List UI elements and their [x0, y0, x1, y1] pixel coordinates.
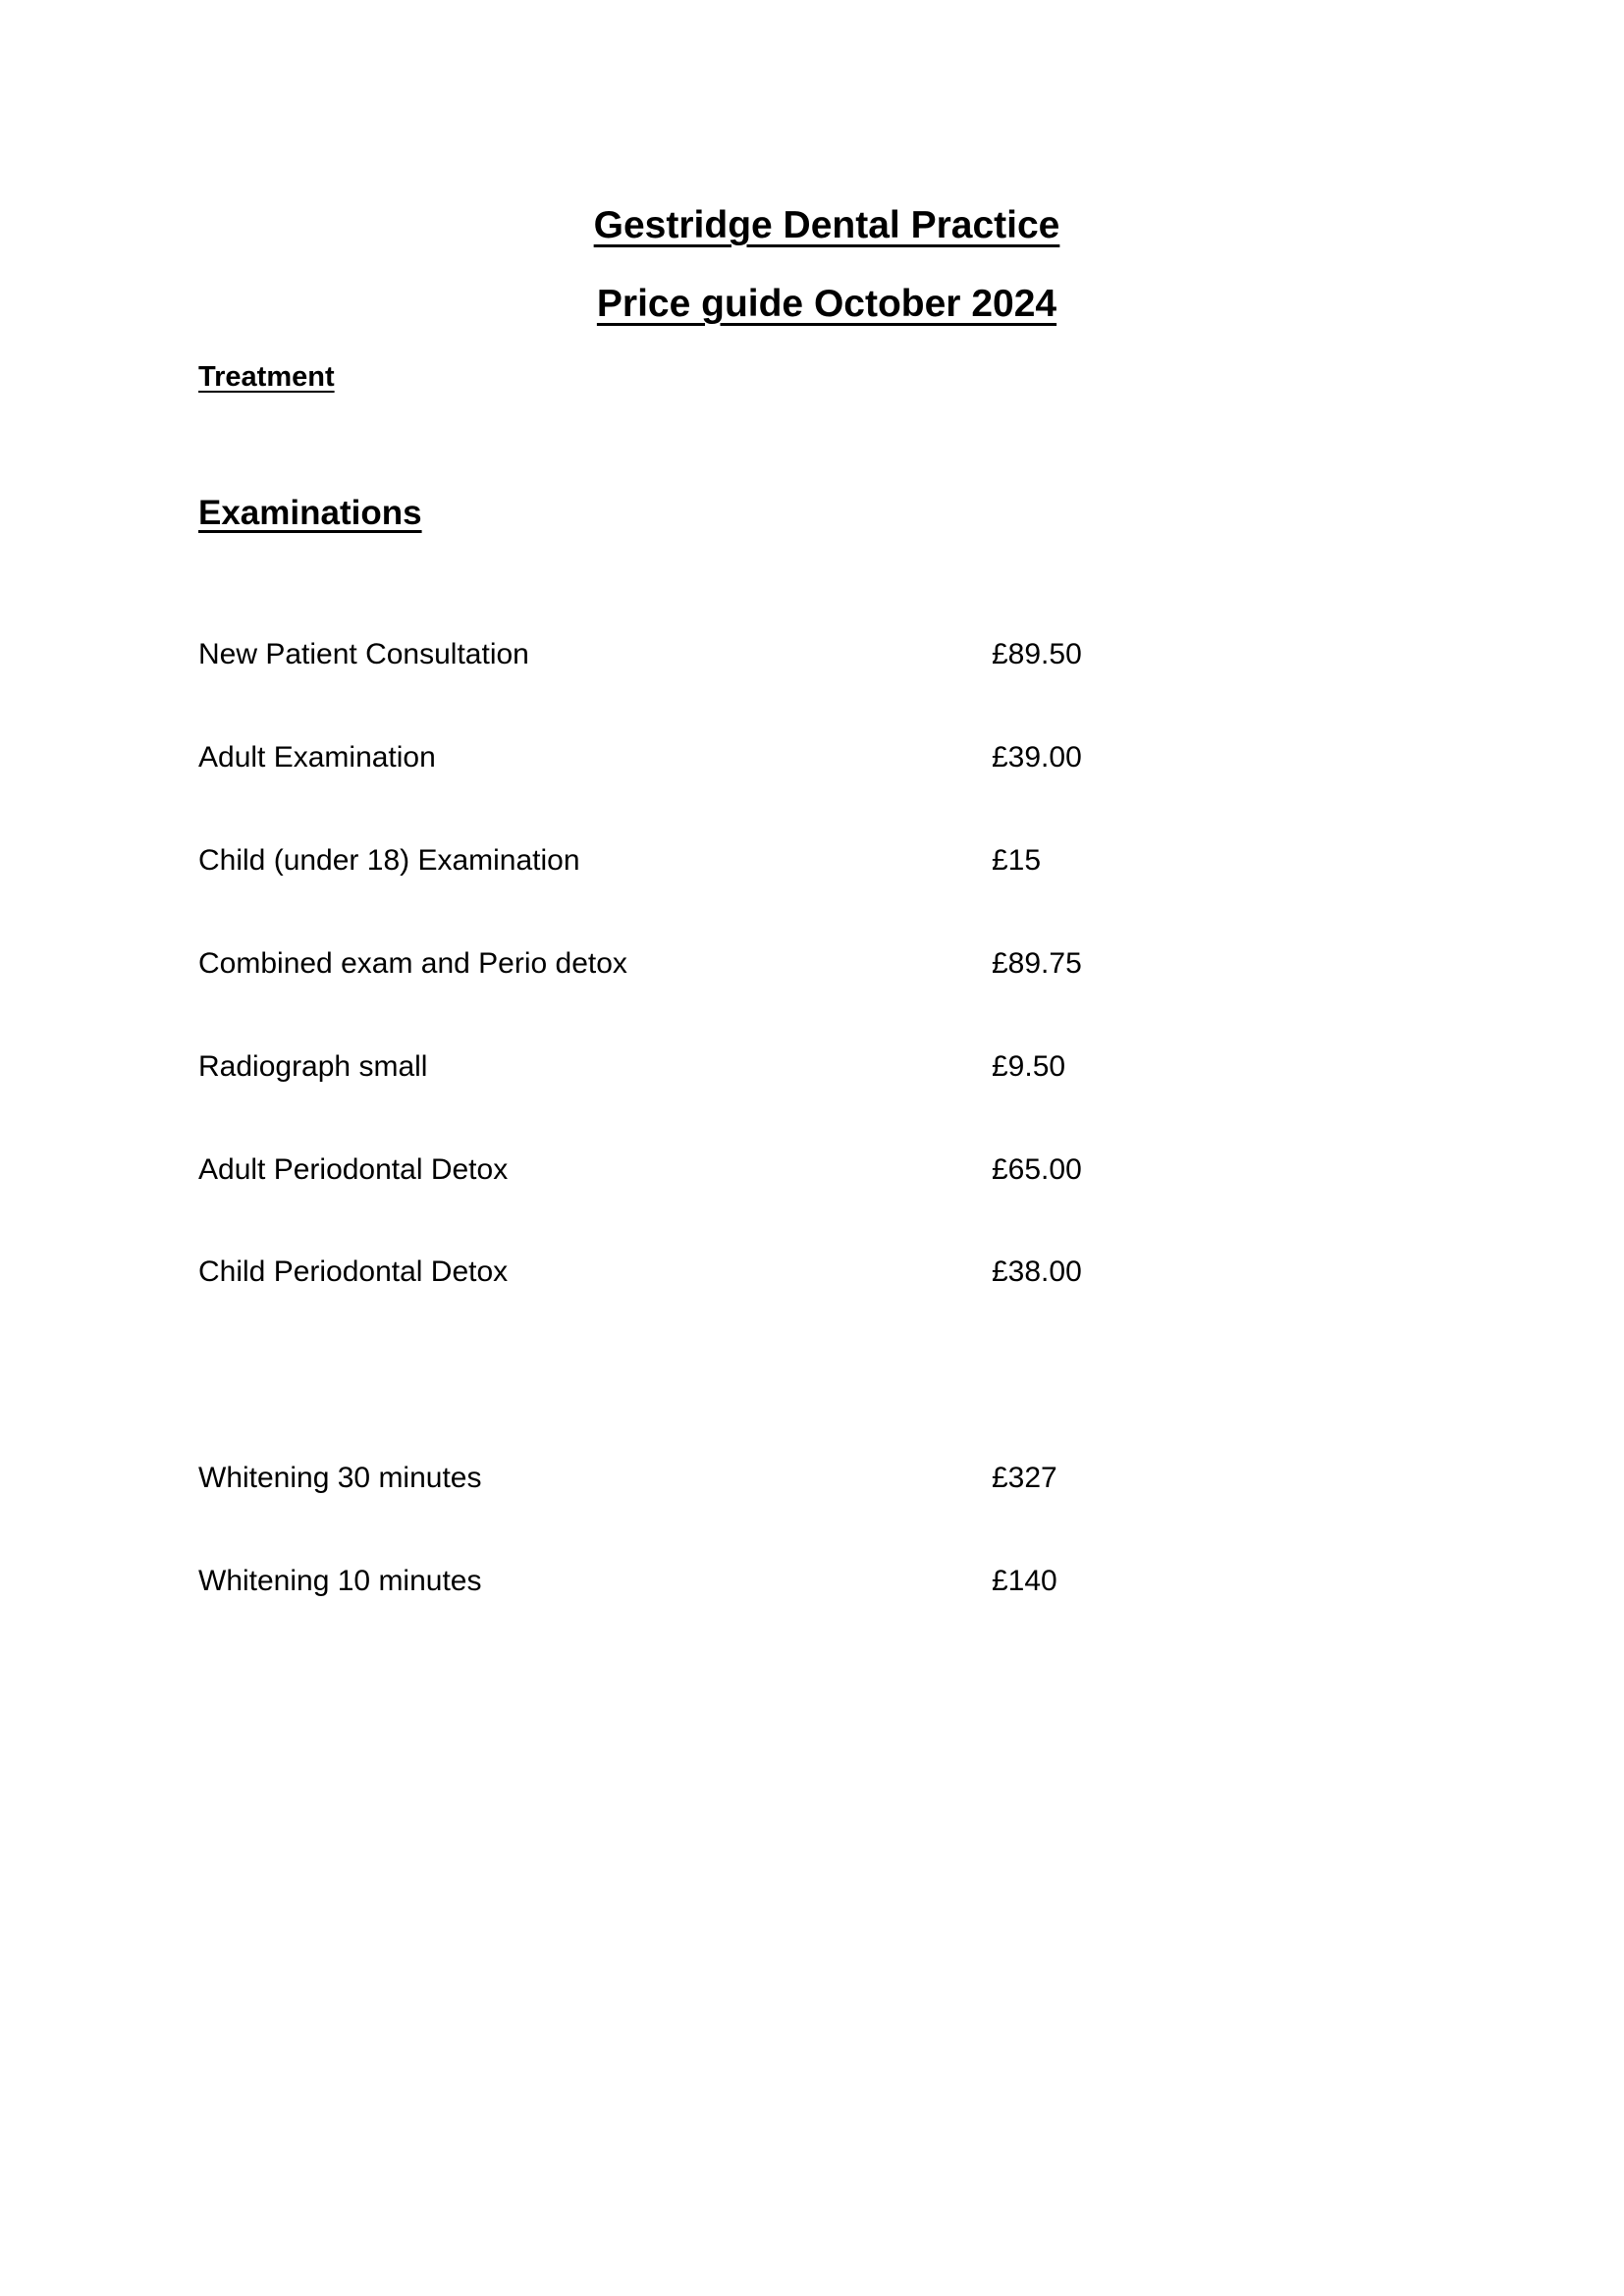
treatment-label: New Patient Consultation	[198, 638, 529, 670]
treatment-price: £89.75	[992, 947, 1082, 980]
price-row-child-examination	[198, 841, 1180, 881]
treatment-price: £38.00	[992, 1255, 1082, 1288]
treatment-label: Child (under 18) Examination	[198, 844, 580, 877]
price-row-radiograph-small	[198, 1047, 1180, 1087]
price-row-combined-exam-perio-detox	[198, 944, 1180, 984]
treatment-price: £15	[992, 844, 1042, 877]
treatment-price: £9.50	[992, 1050, 1066, 1083]
treatment-label: Combined exam and Perio detox	[198, 947, 627, 980]
price-row-adult-examination	[198, 738, 1180, 777]
price-guide-title: Price guide October 2024	[596, 283, 1057, 325]
treatment-price: £140	[992, 1565, 1057, 1597]
treatment-label: Radiograph small	[198, 1050, 428, 1083]
treatment-price: £327	[992, 1462, 1057, 1494]
treatment-label: Adult Periodontal Detox	[198, 1153, 509, 1186]
price-row-whitening-30-minutes	[198, 1459, 1180, 1498]
treatment-label: Whitening 10 minutes	[198, 1565, 482, 1597]
treatment-price: £39.00	[992, 741, 1082, 774]
treatment-price: £65.00	[992, 1153, 1082, 1186]
price-row-whitening-10-minutes	[198, 1562, 1180, 1601]
price-row-child-periodontal-detox	[198, 1253, 1180, 1292]
treatment-label: Child Periodontal Detox	[198, 1255, 509, 1288]
treatment-heading: Treatment	[198, 361, 335, 393]
treatment-label: Adult Examination	[198, 741, 436, 774]
price-row-new-patient-consultation	[198, 635, 1180, 674]
examinations-heading: Examinations	[198, 494, 422, 532]
practice-name-title: Gestridge Dental Practice	[593, 204, 1060, 246]
price-row-adult-periodontal-detox	[198, 1150, 1180, 1190]
treatment-label: Whitening 30 minutes	[198, 1462, 482, 1494]
treatment-price: £89.50	[992, 638, 1082, 670]
